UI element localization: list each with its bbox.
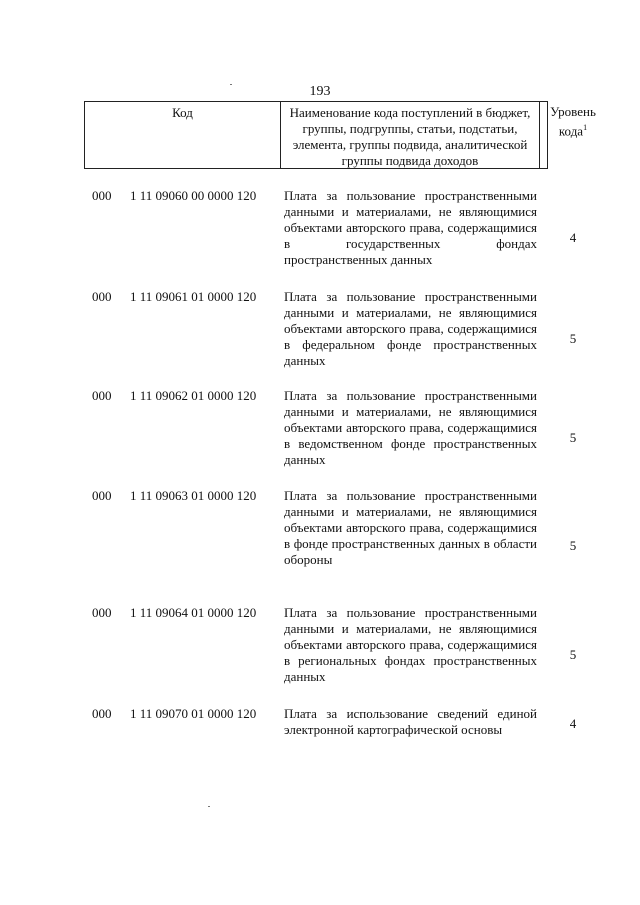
admin-code: 000 <box>92 706 112 721</box>
page-number: 193 <box>309 84 331 99</box>
header-level-label: Уровень кода <box>550 104 596 139</box>
table-header <box>84 101 548 169</box>
revenue-name: Плата за использование сведений единой электронной картографической основы <box>284 706 537 737</box>
revenue-name: Плата за пользование пространственными данными и материалами, не являющимися объектами авторского права, содержащимися в государственных фондах пространственных данных <box>284 188 537 267</box>
revenue-name: Плата за пользование пространственными данными и материалами, не являющимися объектами авторского права, содержащимися в ведомственном фонде пространственных данных <box>284 388 537 467</box>
revenue-name: Плата за пользование пространственными данными и материалами, не являющимися объектами авторского права, содержащимися в федеральном фонде пространственных данных <box>284 289 537 368</box>
admin-code: 000 <box>92 388 112 403</box>
header-code-label: Код <box>172 105 193 120</box>
revenue-name: Плата за пользование пространственными данными и материалами, не являющимися объектами авторского права, содержащимися в региональных фондах пространственных данных <box>284 605 537 684</box>
header-name-cell <box>281 102 540 168</box>
scan-speck <box>208 806 210 807</box>
code-level: 5 <box>569 538 577 553</box>
code-level: 5 <box>569 430 577 445</box>
code-level: 4 <box>569 230 577 245</box>
revenue-code: 1 11 09070 01 0000 120 <box>130 706 257 721</box>
revenue-name: Плата за пользование пространственными данными и материалами, не являющимися объектами авторского права, содержащимися в фонде пространственных данных в области обороны <box>284 488 537 567</box>
revenue-code: 1 11 09061 01 0000 120 <box>130 289 257 304</box>
header-level-footnote: 1 <box>583 123 588 132</box>
header-level-text <box>540 104 606 139</box>
revenue-code: 1 11 09064 01 0000 120 <box>130 605 257 620</box>
code-level: 5 <box>569 647 577 662</box>
admin-code: 000 <box>92 188 112 203</box>
header-name-label: Наименование кода поступлений в бюджет, группы, подгруппы, статьи, подстатьи, элемента, группы подвида, аналитической группы подвида доходов <box>289 105 531 168</box>
admin-code: 000 <box>92 605 112 620</box>
revenue-code: 1 11 09062 01 0000 120 <box>130 388 257 403</box>
code-level: 5 <box>569 331 577 346</box>
header-code-cell <box>85 102 281 168</box>
admin-code: 000 <box>92 289 112 304</box>
revenue-code: 1 11 09060 00 0000 120 <box>130 188 257 203</box>
code-level: 4 <box>569 716 577 731</box>
revenue-code: 1 11 09063 01 0000 120 <box>130 488 257 503</box>
admin-code: 000 <box>92 488 112 503</box>
